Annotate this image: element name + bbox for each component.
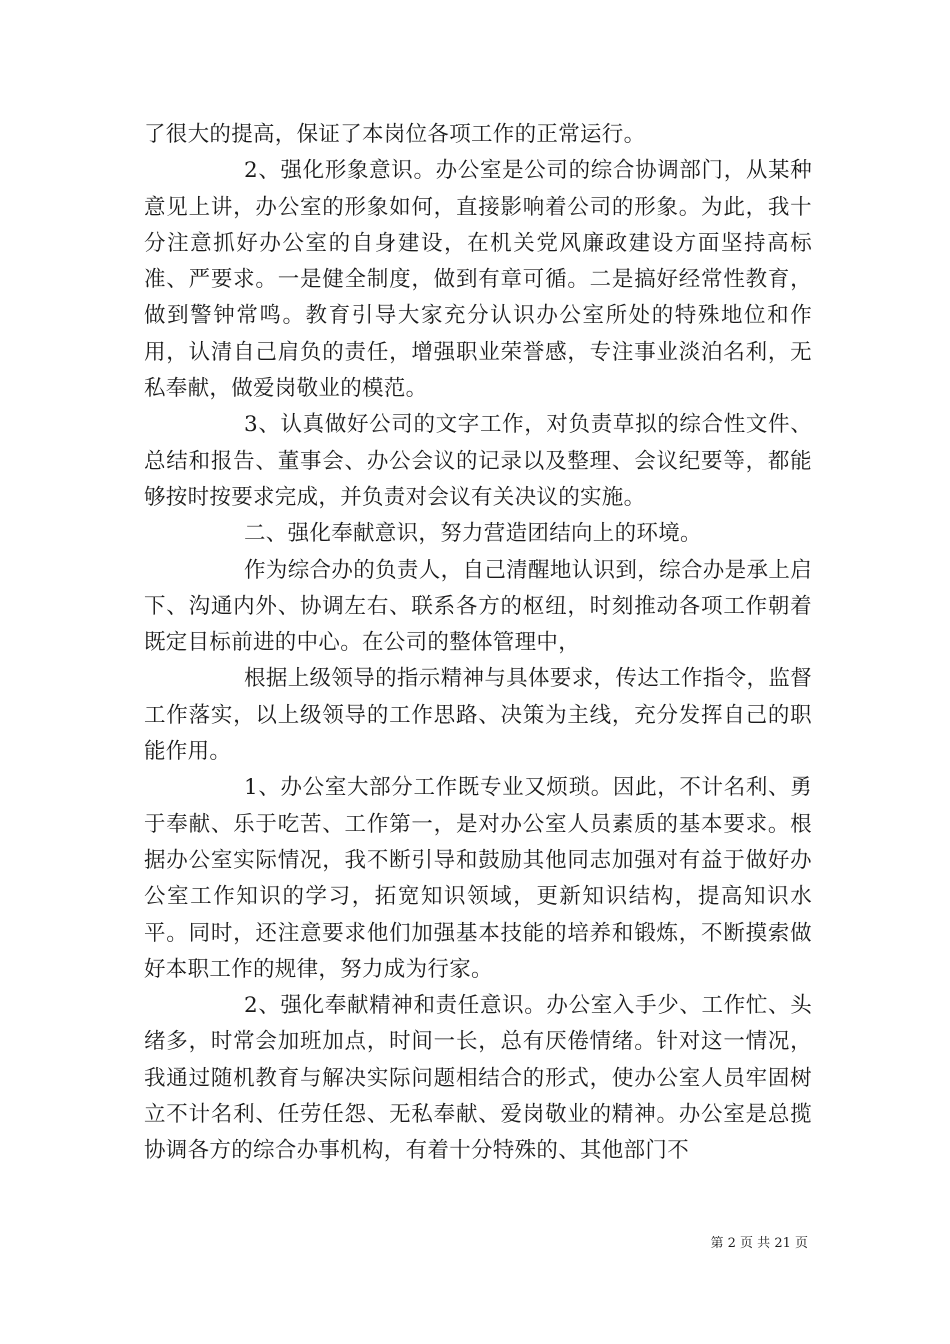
page-number-footer: 第 2 页 共 21 页 bbox=[710, 1236, 808, 1251]
paragraph-8: 2、强化奉献精神和责任意识。办公室入手少、工作忙、头绪多，时常会加班加点，时间一长，总有厌倦情绪。针对这一情况，我通过随机教育与解决实际问题相结合的形式，使办公室人员牢固树立不计名利、任劳任怨、无私奉献、爱岗敬业的精神。办公室是总揽协调各方的综合办事机构，有着十分特殊的、其他部门不 bbox=[144, 993, 812, 1164]
paragraph-5: 作为综合办的负责人，自己清醒地认识到，综合办是承上启下、沟通内外、协调左右、联系各方的枢纽，时刻推动各项工作朝着既定目标前进的中心。在公司的整体管理中， bbox=[144, 557, 812, 656]
paragraph-6: 根据上级领导的指示精神与具体要求，传达工作指令，监督工作落实，以上级领导的工作思路、决策为主线，充分发挥自己的职能作用。 bbox=[144, 666, 812, 765]
body-text bbox=[144, 117, 812, 1170]
paragraph-1: 了很大的提高，保证了本岗位各项工作的正常运行。 bbox=[144, 122, 646, 147]
paragraph-2: 2、强化形象意识。办公室是公司的综合协调部门，从某种意见上讲，办公室的形象如何，直接影响着公司的形象。为此，我十分注意抓好办公室的自身建设，在机关党风廉政建设方面坚持高标准、严要求。一是健全制度，做到有章可循。二是搞好经常性教育，做到警钟常鸣。教育引导大家充分认识办公室所处的特殊地位和作用，认清自己肩负的责任，增强职业荣誉感，专注事业淡泊名利，无私奉献，做爱岗敬业的模范。 bbox=[144, 158, 812, 402]
paragraph-7: 1、办公室大部分工作既专业又烦琐。因此，不计名利、勇于奉献、乐于吃苦、工作第一，是对办公室人员素质的基本要求。根据办公室实际情况，我不断引导和鼓励其他同志加强对有益于做好办公室工作知识的学习，拓宽知识领域，更新知识结构，提高知识水平。同时，还注意要求他们加强基本技能的培养和锻炼，不断摸索做好本职工作的规律，努力成为行家。 bbox=[144, 775, 812, 982]
paragraph-3: 3、认真做好公司的文字工作，对负责草拟的综合性文件、总结和报告、董事会、办公会议的记录以及整理、会议纪要等，都能够按时按要求完成，并负责对会议有关决议的实施。 bbox=[144, 412, 812, 510]
section-heading: 二、强化奉献意识，努力营造团结向上的环境。 bbox=[244, 521, 702, 547]
